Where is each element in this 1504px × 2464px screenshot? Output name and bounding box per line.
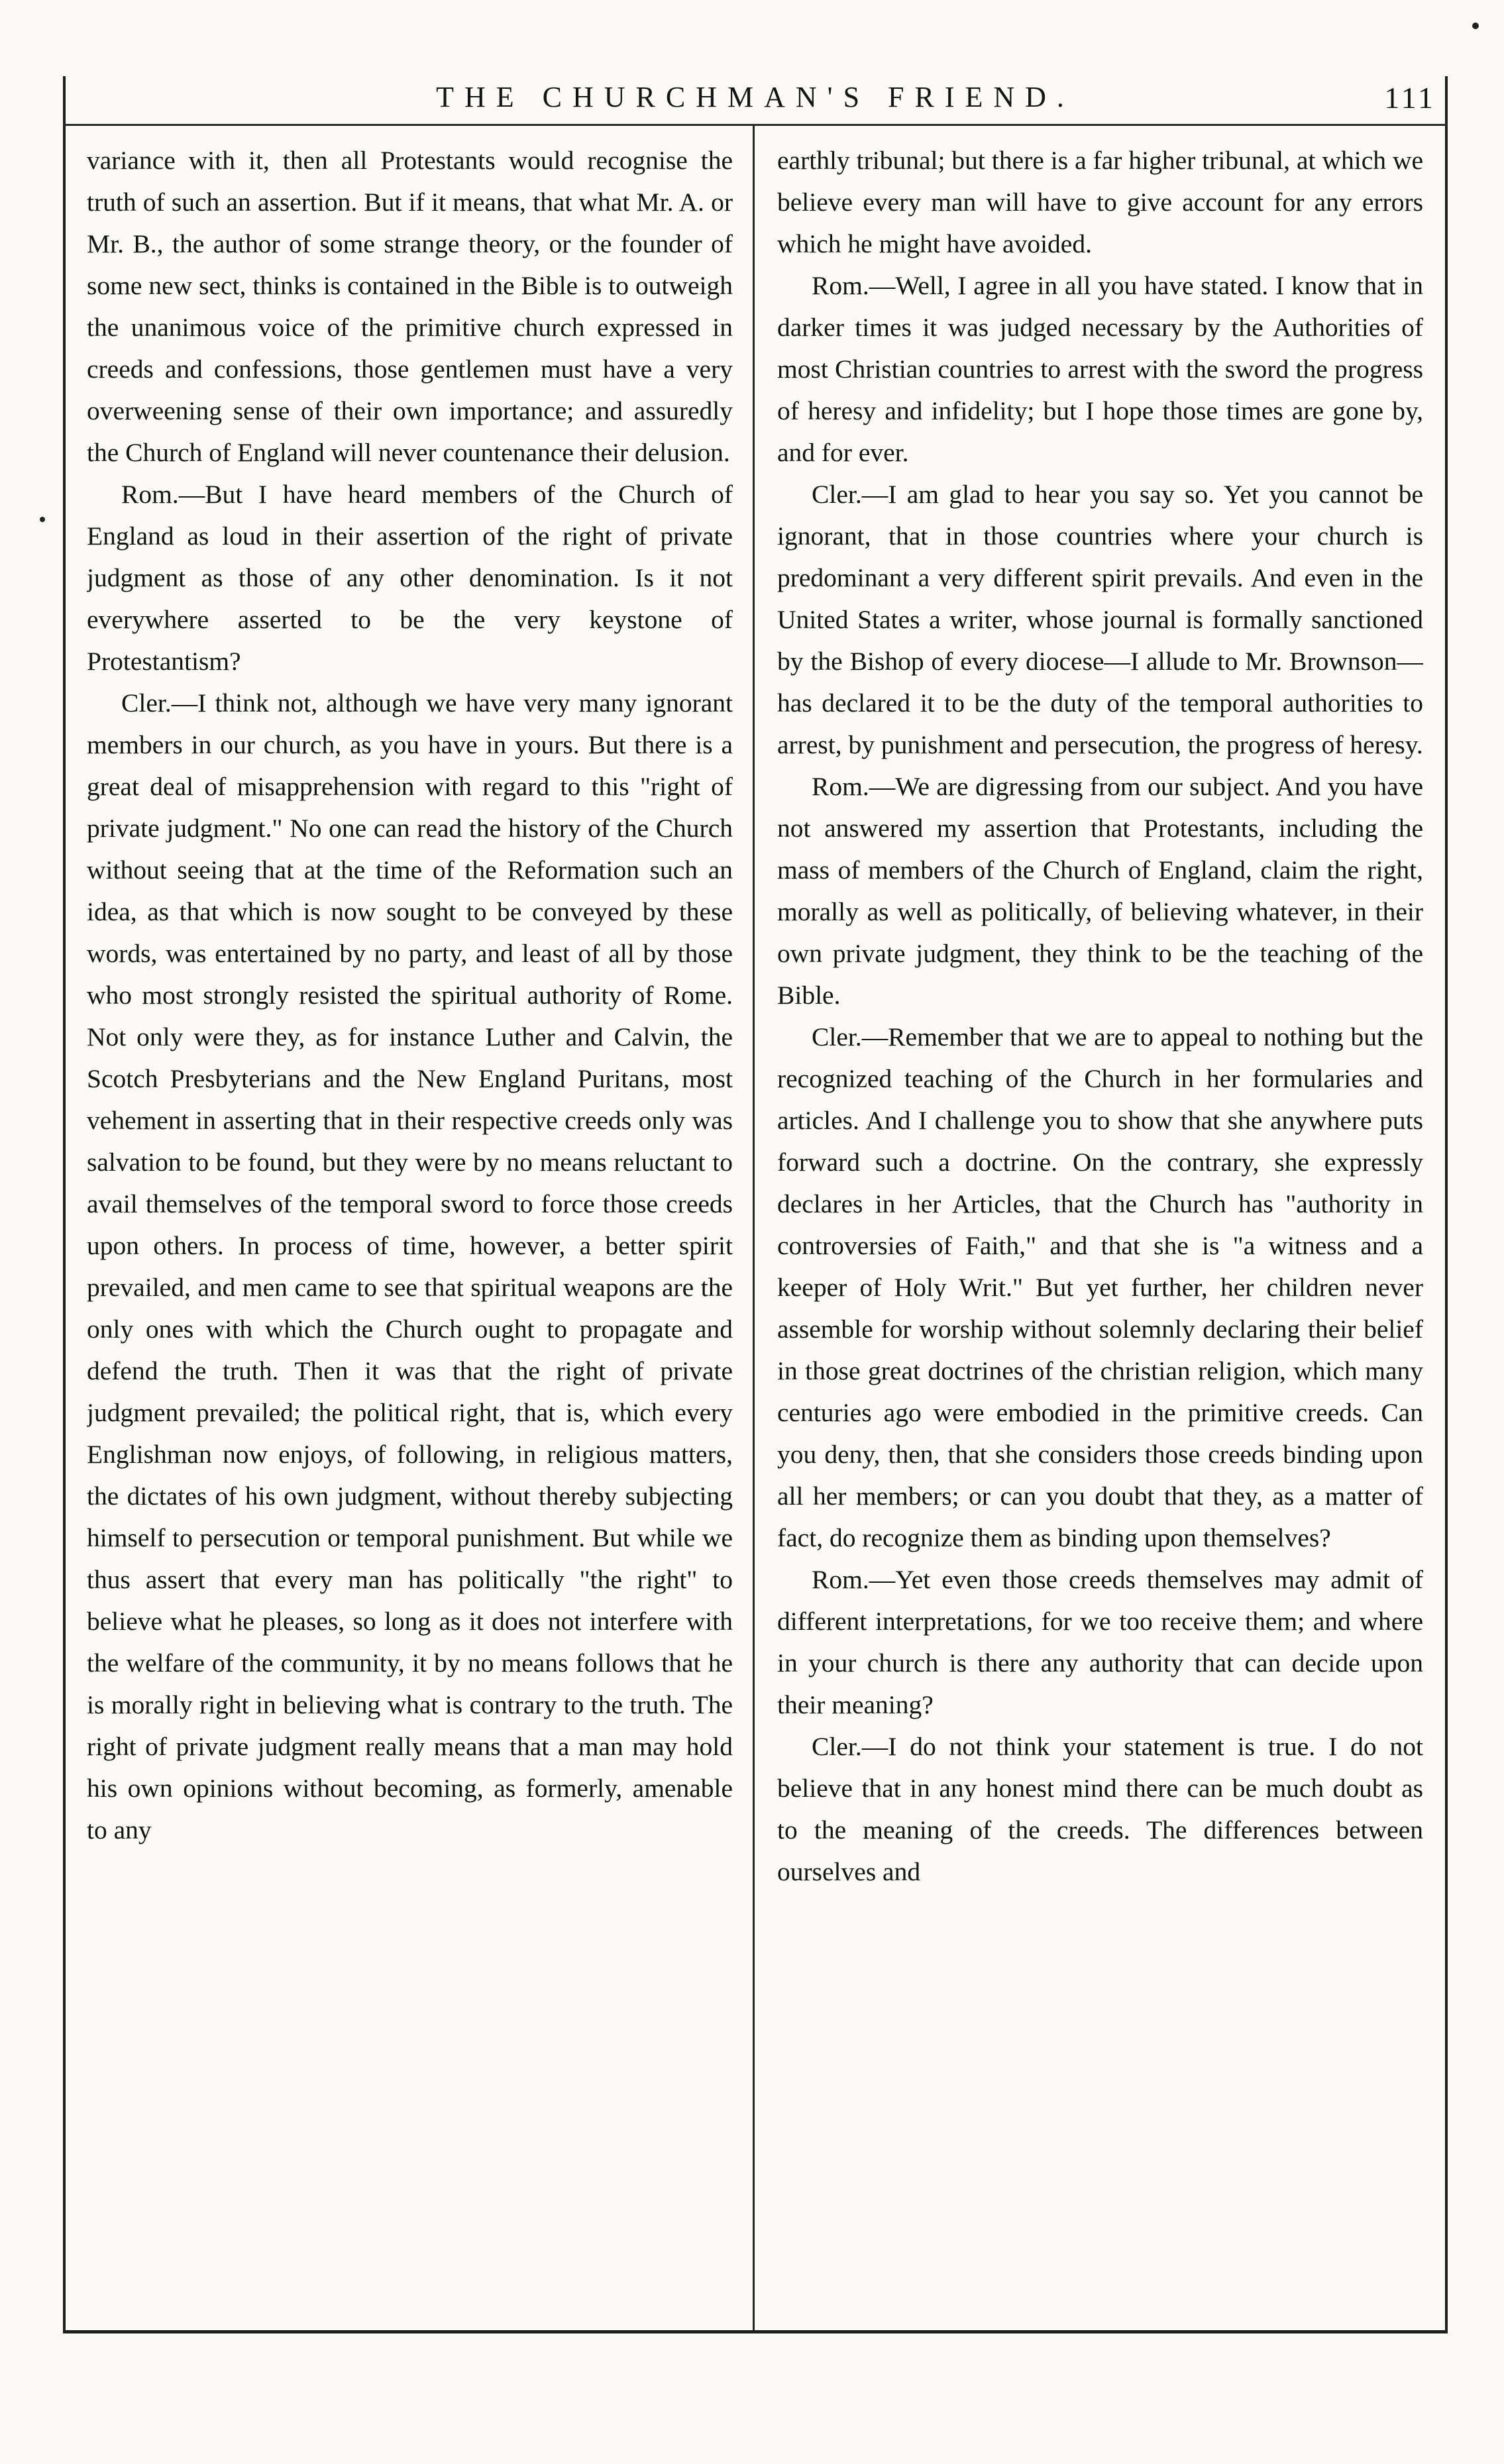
page-border-right (1445, 76, 1448, 2333)
paragraph: earthly tribunal; but there is a far higher tribunal, at which we believe every man will have to give account for any errors which he might have avoided. (777, 146, 1423, 258)
header-rule (63, 124, 1448, 126)
paragraph: Rom.—Yet even those creeds themselves may admit of different interpretations, for we too receive them; and where in your church is there any authority that can decide upon their meaning? (777, 1565, 1423, 1719)
running-title: THE CHURCHMAN'S FRIEND. (436, 81, 1075, 113)
ink-dot (1472, 23, 1479, 29)
page-border-left (63, 76, 66, 2333)
footer-rule (63, 2330, 1448, 2333)
paragraph: Cler.—Remember that we are to appeal to nothing but the recognized teaching of the Church in her formularies and articles. And I challenge you to show that she anywhere puts forward such a doctrine. On the contrary, she expressly declares in her Articles, that the Church has "authority in controversies of Faith," and that she is "a witness and a keeper of Holy Writ." But yet further, her children never assemble for worship without solemnly declaring their belief in those great doctrines of the christian religion, which many centuries ago were embodied in the primitive creeds. Can you deny, then, that she considers those creeds binding upon all her members; or can you doubt that they, as a matter of fact, do recognize them as binding upon themselves? (777, 1022, 1423, 1552)
paragraph: Rom.—But I have heard members of the Church of England as loud in their assertion of the right of private judgment as those of any other denomination. Is it not everywhere asserted to be the very keystone of Protestantism? (87, 480, 733, 676)
left-column (87, 140, 733, 2326)
column-divider (753, 126, 755, 2330)
paragraph: variance with it, then all Protestants would recognise the truth of such an assertion. But if it means, that what Mr. A. or Mr. B., the author of some strange theory, or the founder of some new sect, thinks is contained in the Bible is to outweigh the unanimous voice of the primitive church expressed in creeds and confessions, those gentlemen must have a very overweening sense of their own importance; and assuredly the Church of England will never countenance their delusion. (87, 146, 733, 467)
paragraph: Cler.—I am glad to hear you say so. Yet you cannot be ignorant, that in those countries where your church is predominant a very different spirit prevails. And even in the United States a writer, whose journal is formally sanctioned by the Bishop of every diocese—I allude to Mr. Brownson—has declared it to be the duty of the temporal authorities to arrest, by punishment and persecution, the progress of heresy. (777, 480, 1423, 759)
ink-dot (40, 517, 45, 522)
page-number: 111 (1384, 81, 1436, 115)
page (63, 76, 1448, 2408)
right-column (777, 140, 1423, 2326)
running-header (63, 76, 1448, 136)
paragraph: Cler.—I do not think your statement is true. I do not believe that in any honest mind there can be much doubt as to the meaning of the creeds. The differences between ourselves and (777, 1732, 1423, 1886)
paragraph: Rom.—We are digressing from our subject. And you have not answered my assertion that Protestants, including the mass of members of the Church of England, claim the right, morally as well as politically, of believing whatever, in their own private judgment, they think to be the teaching of the Bible. (777, 772, 1423, 1010)
paragraph: Rom.—Well, I agree in all you have stated. I know that in darker times it was judged necessary by the Authorities of most Christian countries to arrest with the sword the progress of heresy and infidelity; but I hope those times are gone by, and for ever. (777, 271, 1423, 467)
paragraph: Cler.—I think not, although we have very many ignorant members in our church, as you have in yours. But there is a great deal of misapprehension with regard to this "right of private judgment." No one can read the history of the Church without seeing that at the time of the Reformation such an idea, as that which is now sought to be conveyed by these words, was entertained by no party, and least of all by those who most strongly resisted the spiritual authority of Rome. Not only were they, as for instance Luther and Calvin, the Scotch Presbyterians and the New England Puritans, most vehement in asserting that in their respective creeds only was salvation to be found, but they were by no means reluctant to avail themselves of the temporal sword to force those creeds upon others. In process of time, however, a better spirit prevailed, and men came to see that spiritual weapons are the only ones with which the Church ought to propagate and defend the truth. Then it was that the right of private judgment prevailed; the political right, that is, which every Englishman now enjoys, of following, in religious matters, the dictates of his own judgment, without thereby subjecting himself to persecution or temporal punishment. But while we thus assert that every man has politically "the right" to believe what he pleases, so long as it does not interfere with the welfare of the community, it by no means follows that he is morally right in believing what is contrary to the truth. The right of private judgment really means that a man may hold his own opinions without becoming, as formerly, amenable to any (87, 688, 733, 1845)
